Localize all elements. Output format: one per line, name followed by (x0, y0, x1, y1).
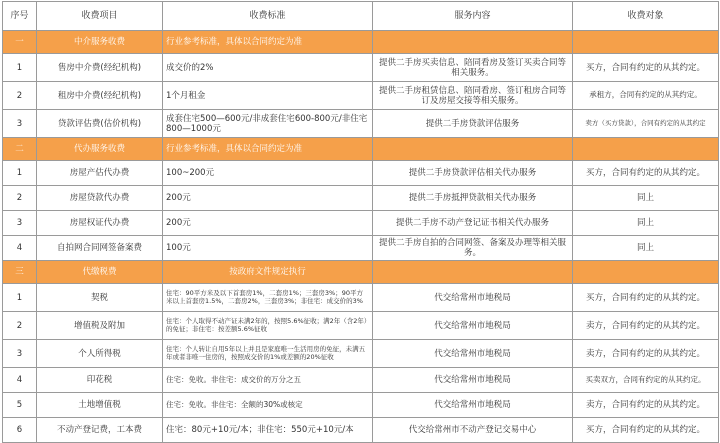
header-row (3, 2, 719, 31)
row-item: 不动产登记费，工本费 (37, 418, 163, 443)
row-no: 4 (3, 236, 37, 261)
row-service: 提供二手房买卖信息、陪同看房及签订买卖合同等相关服务。 (373, 54, 573, 82)
section-note: 行业参考标准，具体以合同约定为准 (163, 31, 373, 54)
row-service: 代交给常州市不动产登记交易中心 (373, 418, 573, 443)
row-service: 代交给常州市地税局 (373, 393, 573, 418)
row-service: 代交给常州市地税局 (373, 368, 573, 393)
section-empty (373, 31, 573, 54)
row-no: 6 (3, 418, 37, 443)
table-row (3, 393, 719, 418)
section-row (3, 31, 719, 54)
row-item: 房屋贷款代办费 (37, 186, 163, 211)
section-empty (373, 261, 573, 284)
row-item: 房屋权证代办费 (37, 211, 163, 236)
row-payer: 同上 (573, 236, 719, 261)
header-item: 收费项目 (37, 2, 163, 31)
table-row (3, 161, 719, 186)
row-standard: 100元 (163, 236, 373, 261)
section-row (3, 138, 719, 161)
table-row (3, 284, 719, 312)
row-standard: 成套住宅500—600元/非成套住宅600-800元/非住宅800—1000元 (163, 110, 373, 138)
row-standard: 100~200元 (163, 161, 373, 186)
row-standard: 住宅：90平方米及以下首套房1%，二套房1%；三套房3%；90平方米以上首套房1.5%，二套房2%，三套房3%；非住宅：成交价的3% (163, 284, 373, 312)
table-row (3, 312, 719, 340)
header-no: 序号 (3, 2, 37, 31)
fee-table (2, 1, 719, 443)
row-item: 个人所得税 (37, 340, 163, 368)
row-no: 5 (3, 393, 37, 418)
section-title: 中介服务收费 (37, 31, 163, 54)
row-item: 自拍网合同网签备案费 (37, 236, 163, 261)
table-row (3, 82, 719, 110)
row-payer: 买方，合同有约定的从其约定。 (573, 54, 719, 82)
row-item: 增值税及附加 (37, 312, 163, 340)
row-standard: 住宅：个人转让自用5年以上并且是家庭唯一生活用房的免征，未满五年或者非唯一住房的，按照成交价的1%或差额的20%征收 (163, 340, 373, 368)
row-item: 售房中介费(经纪机构) (37, 54, 163, 82)
row-standard: 住宅：免收。非住宅：成交价的万分之五 (163, 368, 373, 393)
table-row (3, 186, 719, 211)
row-standard: 住宅：免收。非住宅：全额的30%或核定 (163, 393, 373, 418)
row-no: 2 (3, 82, 37, 110)
section-no: 三 (3, 261, 37, 284)
header-standard: 收费标准 (163, 2, 373, 31)
row-no: 1 (3, 284, 37, 312)
row-standard: 200元 (163, 211, 373, 236)
row-payer: 同上 (573, 211, 719, 236)
section-empty (573, 138, 719, 161)
fee-table-body (3, 2, 719, 443)
row-payer: 买方，合同有约定的从其约定。 (573, 161, 719, 186)
row-standard: 1个月租金 (163, 82, 373, 110)
section-empty (573, 31, 719, 54)
row-item: 租房中介费(经纪机构) (37, 82, 163, 110)
row-item: 印花税 (37, 368, 163, 393)
header-payer: 收费对象 (573, 2, 719, 31)
section-empty (573, 261, 719, 284)
row-standard: 住宅：80元+10元/本；非住宅：550元+10元/本 (163, 418, 373, 443)
section-no: 二 (3, 138, 37, 161)
row-no: 2 (3, 312, 37, 340)
table-row (3, 236, 719, 261)
row-item: 契税 (37, 284, 163, 312)
row-service: 代交给常州市地税局 (373, 340, 573, 368)
table-row (3, 110, 719, 138)
row-payer: 同上 (573, 186, 719, 211)
row-service: 提供二手房贷款评估相关代办服务 (373, 161, 573, 186)
row-payer: 买卖双方，合同有约定的从其约定。 (573, 368, 719, 393)
header-service: 服务内容 (373, 2, 573, 31)
row-standard: 成交价的2% (163, 54, 373, 82)
row-service: 提供二手房自拍的合同网签、备案及办理等相关服务。 (373, 236, 573, 261)
section-title: 代办服务收费 (37, 138, 163, 161)
table-row (3, 211, 719, 236)
section-title: 代缴税费 (37, 261, 163, 284)
row-standard: 200元 (163, 186, 373, 211)
row-item: 土地增值税 (37, 393, 163, 418)
row-no: 3 (3, 211, 37, 236)
row-service: 提供二手房不动产登记证书相关代办服务 (373, 211, 573, 236)
row-payer: 承租方，合同有约定的从其约定。 (573, 82, 719, 110)
row-service: 提供二手房贷款评估服务 (373, 110, 573, 138)
section-no: 一 (3, 31, 37, 54)
row-no: 4 (3, 368, 37, 393)
table-row (3, 54, 719, 82)
section-row (3, 261, 719, 284)
row-payer: 卖方，合同有约定的从其约定。 (573, 312, 719, 340)
row-no: 1 (3, 54, 37, 82)
row-no: 2 (3, 186, 37, 211)
row-payer: 买方，合同有约定的从其约定。 (573, 284, 719, 312)
row-service: 代交给常州市地税局 (373, 284, 573, 312)
row-service: 提供二手房抵押贷款相关代办服务 (373, 186, 573, 211)
section-note: 按政府文件规定执行 (163, 261, 373, 284)
row-payer: 买方，合同有约定的从其约定。 (573, 418, 719, 443)
table-row (3, 340, 719, 368)
row-no: 1 (3, 161, 37, 186)
row-payer: 卖方，合同有约定的从其约定。 (573, 393, 719, 418)
row-payer: 卖方（买方贷款），合同有约定的从其约定 (573, 110, 719, 138)
row-item: 房屋产估代办费 (37, 161, 163, 186)
row-standard: 住宅：个人取得不动产证未满2年的，按照5.6%征收；满2年（含2年）的免征；非住宅：按差额5.6%征收 (163, 312, 373, 340)
table-row (3, 418, 719, 443)
row-item: 贷款评估费(估价机构) (37, 110, 163, 138)
section-empty (373, 138, 573, 161)
row-no: 3 (3, 340, 37, 368)
table-row (3, 368, 719, 393)
row-no: 3 (3, 110, 37, 138)
row-service: 提供二手房租赁信息、陪同看房、签订租房合同等订及房屋交接等相关服务。 (373, 82, 573, 110)
row-service: 代交给常州市地税局 (373, 312, 573, 340)
section-note: 行业参考标准，具体以合同约定为准 (163, 138, 373, 161)
row-payer: 卖方，合同有约定的从其约定。 (573, 340, 719, 368)
